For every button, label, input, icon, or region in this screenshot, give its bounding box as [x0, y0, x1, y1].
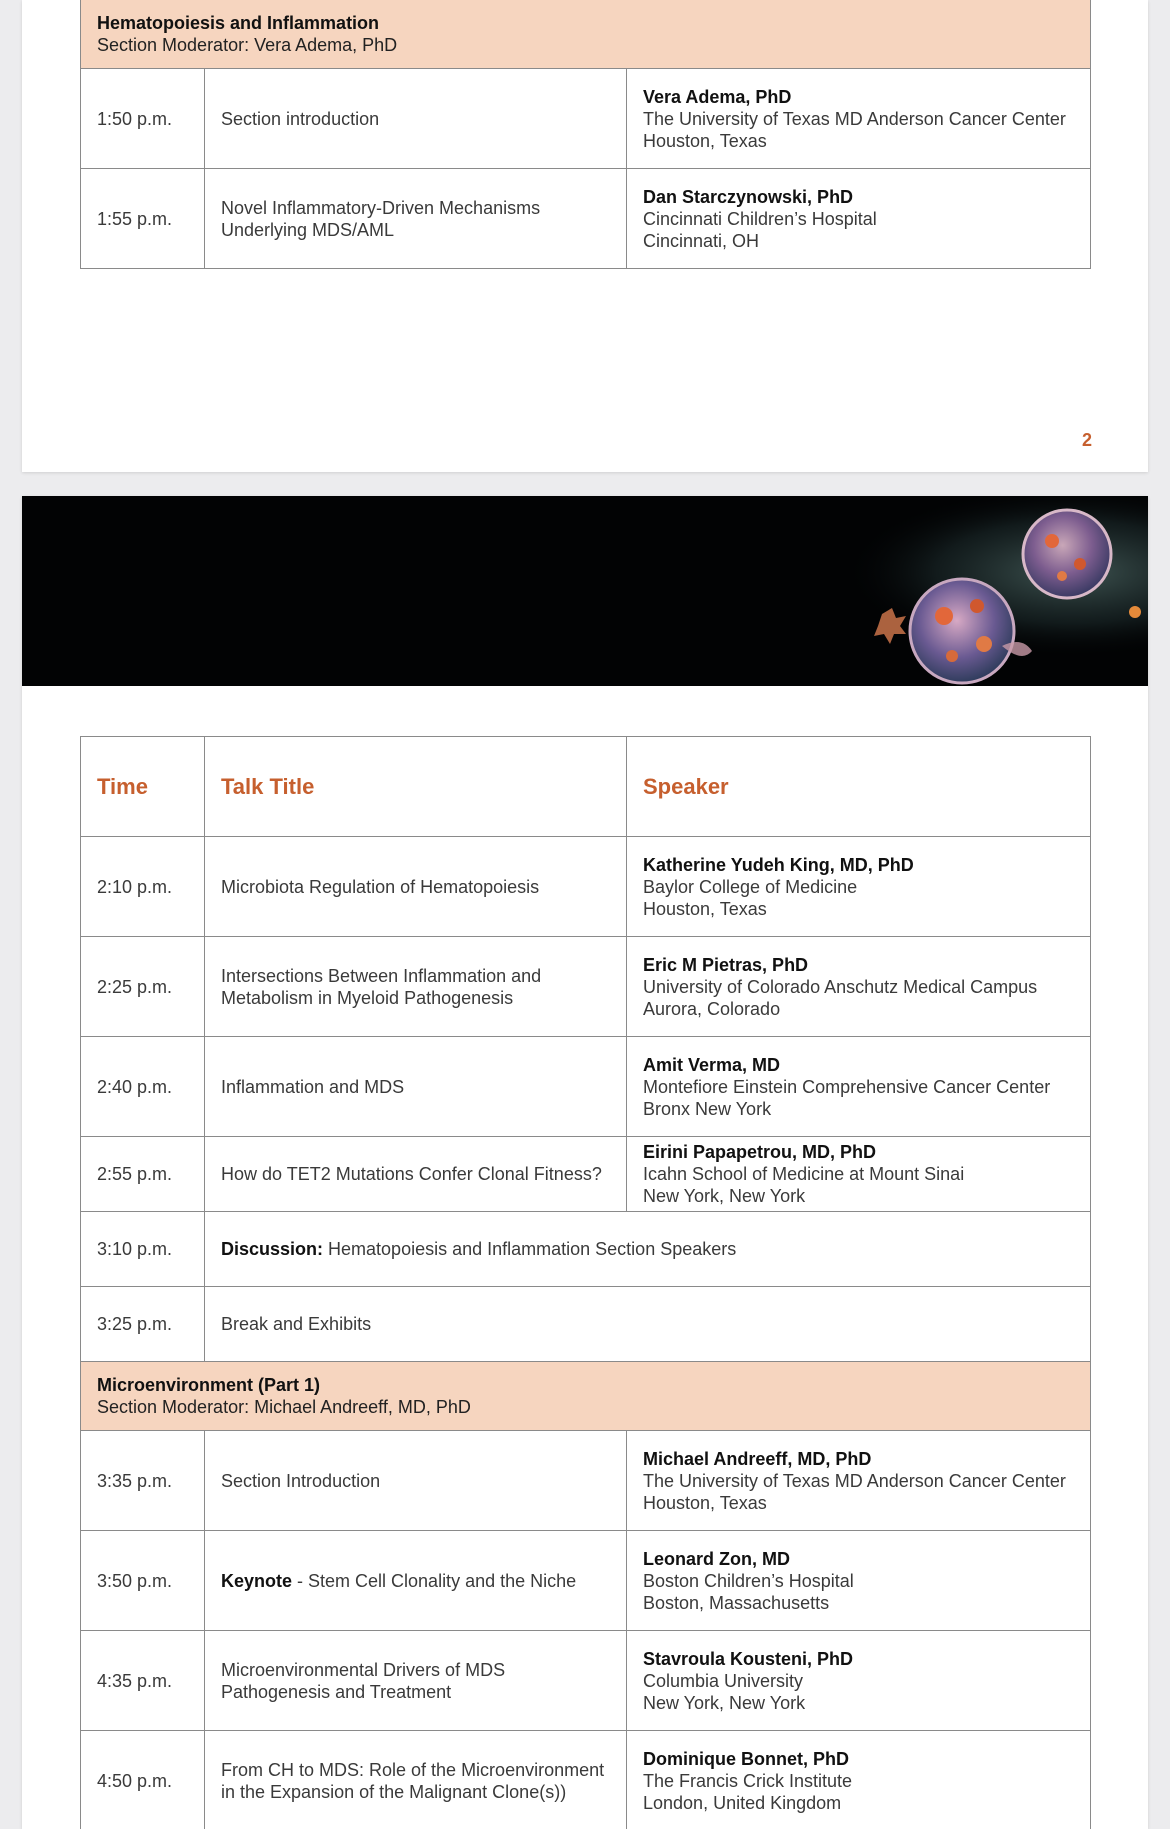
title-cell: How do TET2 Mutations Confer Clonal Fitness?	[205, 1137, 627, 1212]
title-cell	[205, 1531, 627, 1631]
time-cell: 2:55 p.m.	[81, 1137, 205, 1212]
table-row	[81, 837, 1091, 937]
speaker-cell	[627, 1037, 1091, 1137]
speaker-name: Amit Verma, MD	[643, 1054, 781, 1075]
speaker-name: Michael Andreeff, MD, PhD	[643, 1448, 872, 1469]
speaker-name: Leonard Zon, MD	[643, 1548, 790, 1569]
speaker-location: New York, New York	[643, 1692, 806, 1713]
time-cell: 4:35 p.m.	[81, 1631, 205, 1731]
title-cell: Inflammation and MDS	[205, 1037, 627, 1137]
time-cell: 1:55 p.m.	[81, 169, 205, 269]
schedule-table-1	[80, 0, 1091, 269]
speaker-org: The Francis Crick Institute	[643, 1770, 853, 1791]
table-row	[81, 69, 1091, 169]
table-row	[81, 1631, 1091, 1731]
table-row	[81, 1431, 1091, 1531]
column-header-title: Talk Title	[205, 737, 627, 837]
discussion-label: Discussion:	[221, 1239, 324, 1259]
speaker-location: Aurora, Colorado	[643, 998, 781, 1019]
time-cell: 2:25 p.m.	[81, 937, 205, 1037]
section-title: Hematopoiesis and Inflammation	[97, 13, 380, 33]
time-cell: 3:35 p.m.	[81, 1431, 205, 1531]
speaker-name: Vera Adema, PhD	[643, 86, 792, 107]
speaker-cell	[627, 1531, 1091, 1631]
discussion-row	[81, 1212, 1091, 1287]
speaker-org: The University of Texas MD Anderson Cancer Center	[643, 108, 1066, 129]
header-banner	[22, 496, 1148, 686]
speaker-cell	[627, 937, 1091, 1037]
time-cell: 1:50 p.m.	[81, 69, 205, 169]
time-cell: 3:50 p.m.	[81, 1531, 205, 1631]
speaker-cell	[627, 1631, 1091, 1731]
section-moderator: Section Moderator: Vera Adema, PhD	[97, 35, 398, 55]
title-cell: Microbiota Regulation of Hematopoiesis	[205, 837, 627, 937]
table-row	[81, 937, 1091, 1037]
speaker-cell	[627, 1137, 1091, 1212]
speaker-location: Houston, Texas	[643, 898, 767, 919]
time-cell: 2:10 p.m.	[81, 837, 205, 937]
keynote-title: - Stem Cell Clonality and the Niche	[292, 1570, 577, 1591]
break-row	[81, 1287, 1091, 1362]
section-header	[81, 1362, 1091, 1431]
speaker-name: Dominique Bonnet, PhD	[643, 1748, 849, 1769]
speaker-org: Montefiore Einstein Comprehensive Cancer Center	[643, 1076, 1051, 1097]
time-cell: 2:40 p.m.	[81, 1037, 205, 1137]
section-moderator: Section Moderator: Michael Andreeff, MD, PhD	[97, 1397, 471, 1417]
cells-illustration-icon	[22, 496, 1148, 686]
column-header-speaker: Speaker	[627, 737, 1091, 837]
speaker-location: Boston, Massachusetts	[643, 1592, 830, 1613]
speaker-name: Katherine Yudeh King, MD, PhD	[643, 854, 914, 875]
speaker-name: Eirini Papapetrou, MD, PhD	[643, 1142, 877, 1162]
break-cell: Break and Exhibits	[205, 1287, 1091, 1362]
section-title: Microenvironment (Part 1)	[97, 1375, 321, 1395]
speaker-location: Houston, Texas	[643, 1492, 767, 1513]
table-row	[81, 1137, 1091, 1212]
title-cell: From CH to MDS: Role of the Microenvironment in the Expansion of the Malignant Clone(s))	[205, 1731, 627, 1829]
keynote-label: Keynote	[221, 1570, 293, 1591]
page-1	[22, 0, 1148, 472]
table-row	[81, 169, 1091, 269]
speaker-location: Houston, Texas	[643, 130, 767, 151]
speaker-name: Dan Starczynowski, PhD	[643, 186, 854, 207]
speaker-cell	[627, 169, 1091, 269]
table-header-row	[81, 737, 1091, 837]
discussion-text: Hematopoiesis and Inflammation Section Speakers	[323, 1239, 737, 1259]
speaker-cell	[627, 69, 1091, 169]
speaker-location: London, United Kingdom	[643, 1792, 842, 1813]
table-row	[81, 1731, 1091, 1829]
title-cell: Section introduction	[205, 69, 627, 169]
column-header-time: Time	[81, 737, 205, 837]
speaker-org: University of Colorado Anschutz Medical Campus	[643, 976, 1038, 997]
speaker-org: The University of Texas MD Anderson Cancer Center	[643, 1470, 1066, 1491]
title-cell: Intersections Between Inflammation and Metabolism in Myeloid Pathogenesis	[205, 937, 627, 1037]
time-cell: 3:25 p.m.	[81, 1287, 205, 1362]
speaker-org: Icahn School of Medicine at Mount Sinai	[643, 1164, 965, 1184]
discussion-cell	[205, 1212, 1091, 1287]
page-2	[22, 496, 1148, 1829]
section-header-row	[81, 0, 1091, 69]
page-number: 2	[1081, 430, 1092, 450]
schedule-table-2	[80, 736, 1091, 1829]
title-cell: Novel Inflammatory-Driven Mechanisms Underlying MDS/AML	[205, 169, 627, 269]
speaker-org: Cincinnati Children’s Hospital	[643, 208, 877, 229]
speaker-org: Columbia University	[643, 1670, 804, 1691]
table-row	[81, 1531, 1091, 1631]
speaker-org: Boston Children’s Hospital	[643, 1570, 854, 1591]
section-header	[81, 0, 1091, 69]
title-cell: Microenvironmental Drivers of MDS Pathogenesis and Treatment	[205, 1631, 627, 1731]
speaker-location: New York, New York	[643, 1186, 806, 1206]
speaker-cell	[627, 1431, 1091, 1531]
time-cell: 3:10 p.m.	[81, 1212, 205, 1287]
section-header-row	[81, 1362, 1091, 1431]
speaker-location: Bronx New York	[643, 1098, 772, 1119]
title-cell: Section Introduction	[205, 1431, 627, 1531]
speaker-cell	[627, 1731, 1091, 1829]
speaker-location: Cincinnati, OH	[643, 230, 760, 251]
table-row	[81, 1037, 1091, 1137]
speaker-cell	[627, 837, 1091, 937]
speaker-name: Stavroula Kousteni, PhD	[643, 1648, 854, 1669]
speaker-name: Eric M Pietras, PhD	[643, 954, 809, 975]
speaker-org: Baylor College of Medicine	[643, 876, 858, 897]
time-cell: 4:50 p.m.	[81, 1731, 205, 1829]
